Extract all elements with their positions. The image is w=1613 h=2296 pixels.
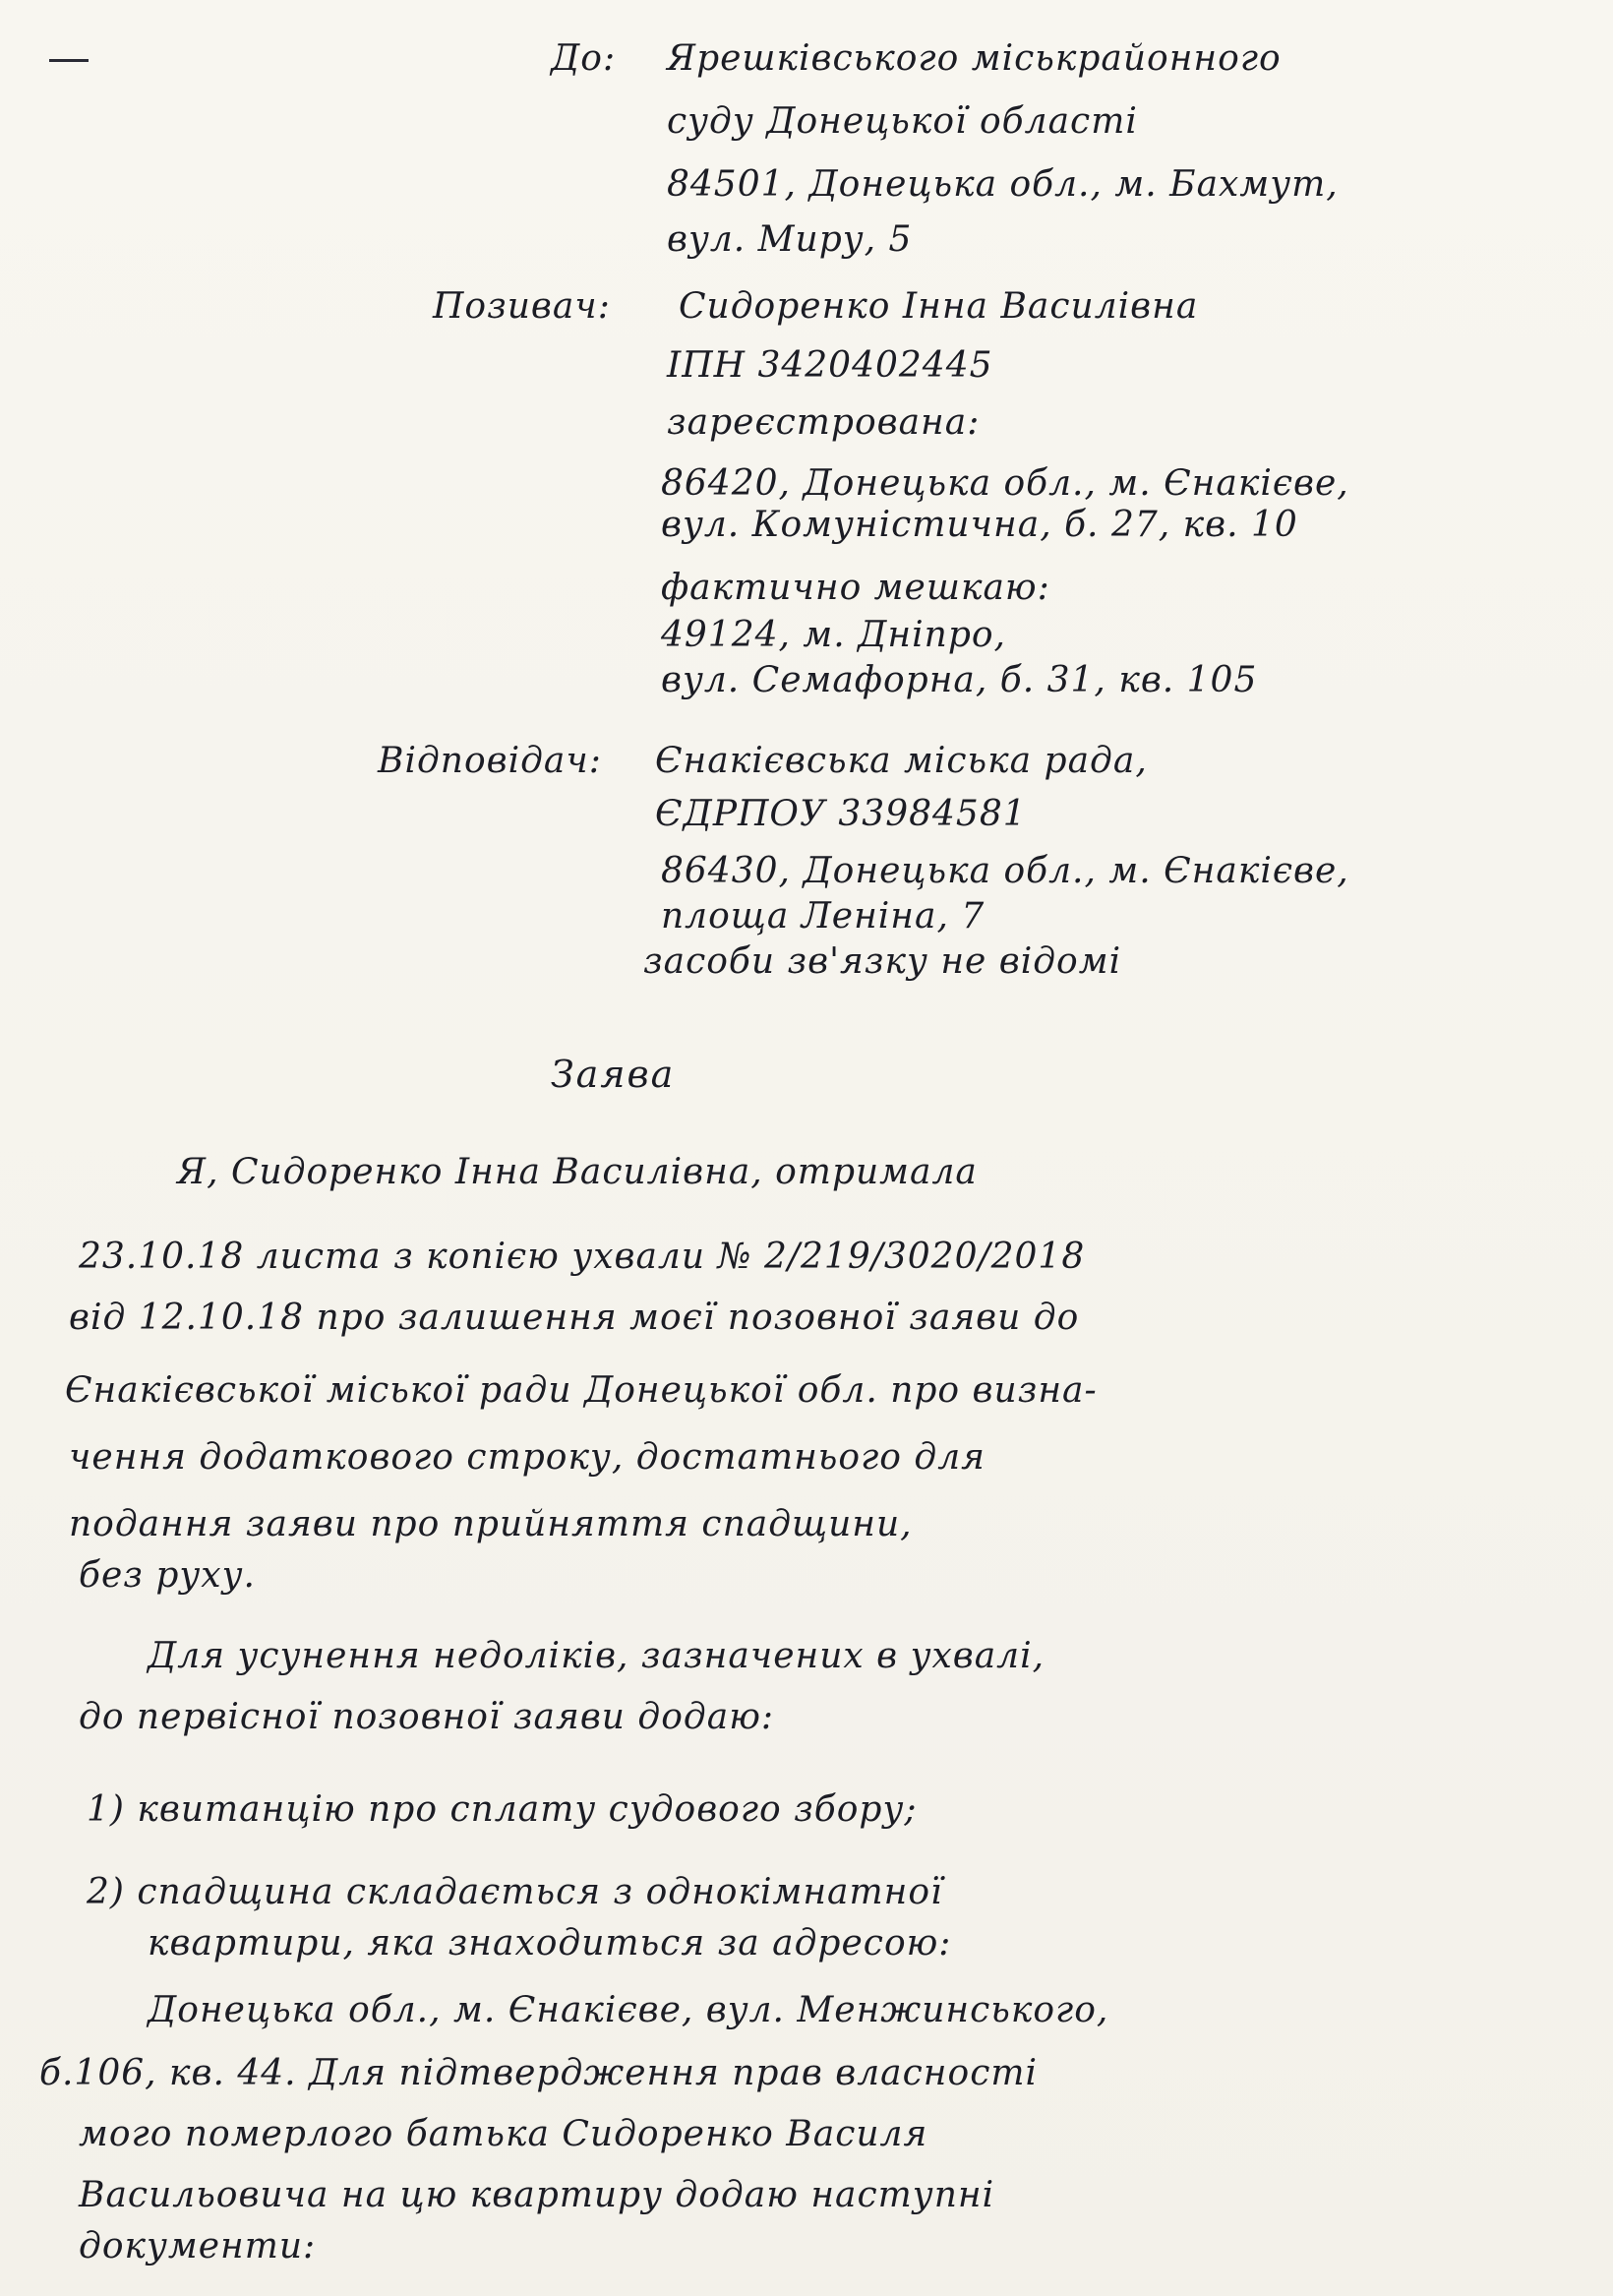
plaintiff-line: зареєстрована: — [667, 402, 981, 443]
document-title: Заява — [551, 1053, 676, 1096]
body-line: без руху. — [79, 1555, 256, 1596]
body-line: б.106, кв. 44. Для підтвердження прав власності — [39, 2053, 1039, 2093]
plaintiff-line: вул. Комуністична, б. 27, кв. 10 — [661, 505, 1298, 545]
body-line: документи: — [79, 2226, 317, 2266]
body-line: до первісної позовної заяви додаю: — [79, 1697, 775, 1737]
body-line: Донецька обл., м. Єнакієве, вул. Менжинського, — [148, 1990, 1109, 2030]
body-line: 23.10.18 листа з копією ухвали № 2/219/3020/2018 — [79, 1237, 1086, 1277]
defendant-label: Відповідач: — [378, 741, 602, 781]
plaintiff-line: фактично мешкаю: — [661, 568, 1050, 608]
body-line: 1) квитанцію про сплату судового збору; — [87, 1789, 918, 1830]
plaintiff-line: Сидоренко Інна Василівна — [679, 286, 1199, 327]
defendant-line: засоби зв'язку не відомі — [643, 941, 1122, 982]
plaintiff-label: Позивач: — [433, 286, 611, 327]
plaintiff-line: 49124, м. Дніпро, — [661, 615, 1006, 655]
to-label: До: — [551, 38, 617, 79]
body-line: Для усунення недоліків, зазначених в ухвалі, — [148, 1636, 1045, 1676]
to-line: 84501, Донецька обл., м. Бахмут, — [667, 164, 1339, 205]
plaintiff-line: 86420, Донецька обл., м. Єнакієве, — [661, 463, 1349, 504]
body-line: подання заяви про прийняття спадщини, — [69, 1504, 913, 1544]
plaintiff-line: ІПН 3420402445 — [667, 345, 993, 386]
body-line: Васильовича на цю квартиру додаю наступні — [79, 2175, 995, 2215]
plaintiff-line: вул. Семафорна, б. 31, кв. 105 — [661, 660, 1258, 700]
body-line: 2) спадщина складається з однокімнатної — [87, 1872, 943, 1912]
body-line: Я, Сидоренко Інна Василівна, отримала — [177, 1152, 978, 1192]
body-line: Єнакієвської міської ради Донецької обл. про визна- — [65, 1370, 1098, 1411]
body-line: від 12.10.18 про залишення моєї позовної заяви до — [69, 1298, 1080, 1338]
to-line: Ярешківського міськрайонного — [667, 38, 1282, 79]
body-line: мого померлого батька Сидоренко Василя — [79, 2114, 928, 2154]
corner-dash — [49, 59, 89, 62]
body-line: квартири, яка знаходиться за адресою: — [148, 1923, 952, 1964]
to-line: вул. Миру, 5 — [667, 219, 913, 260]
defendant-line: Єнакієвська міська рада, — [655, 741, 1148, 781]
defendant-line: ЄДРПОУ 33984581 — [655, 794, 1027, 834]
defendant-line: площа Леніна, 7 — [661, 896, 986, 937]
defendant-line: 86430, Донецька обл., м. Єнакієве, — [661, 851, 1349, 891]
to-line: суду Донецької області — [667, 101, 1138, 142]
body-line: чення додаткового строку, достатнього для — [69, 1437, 986, 1478]
